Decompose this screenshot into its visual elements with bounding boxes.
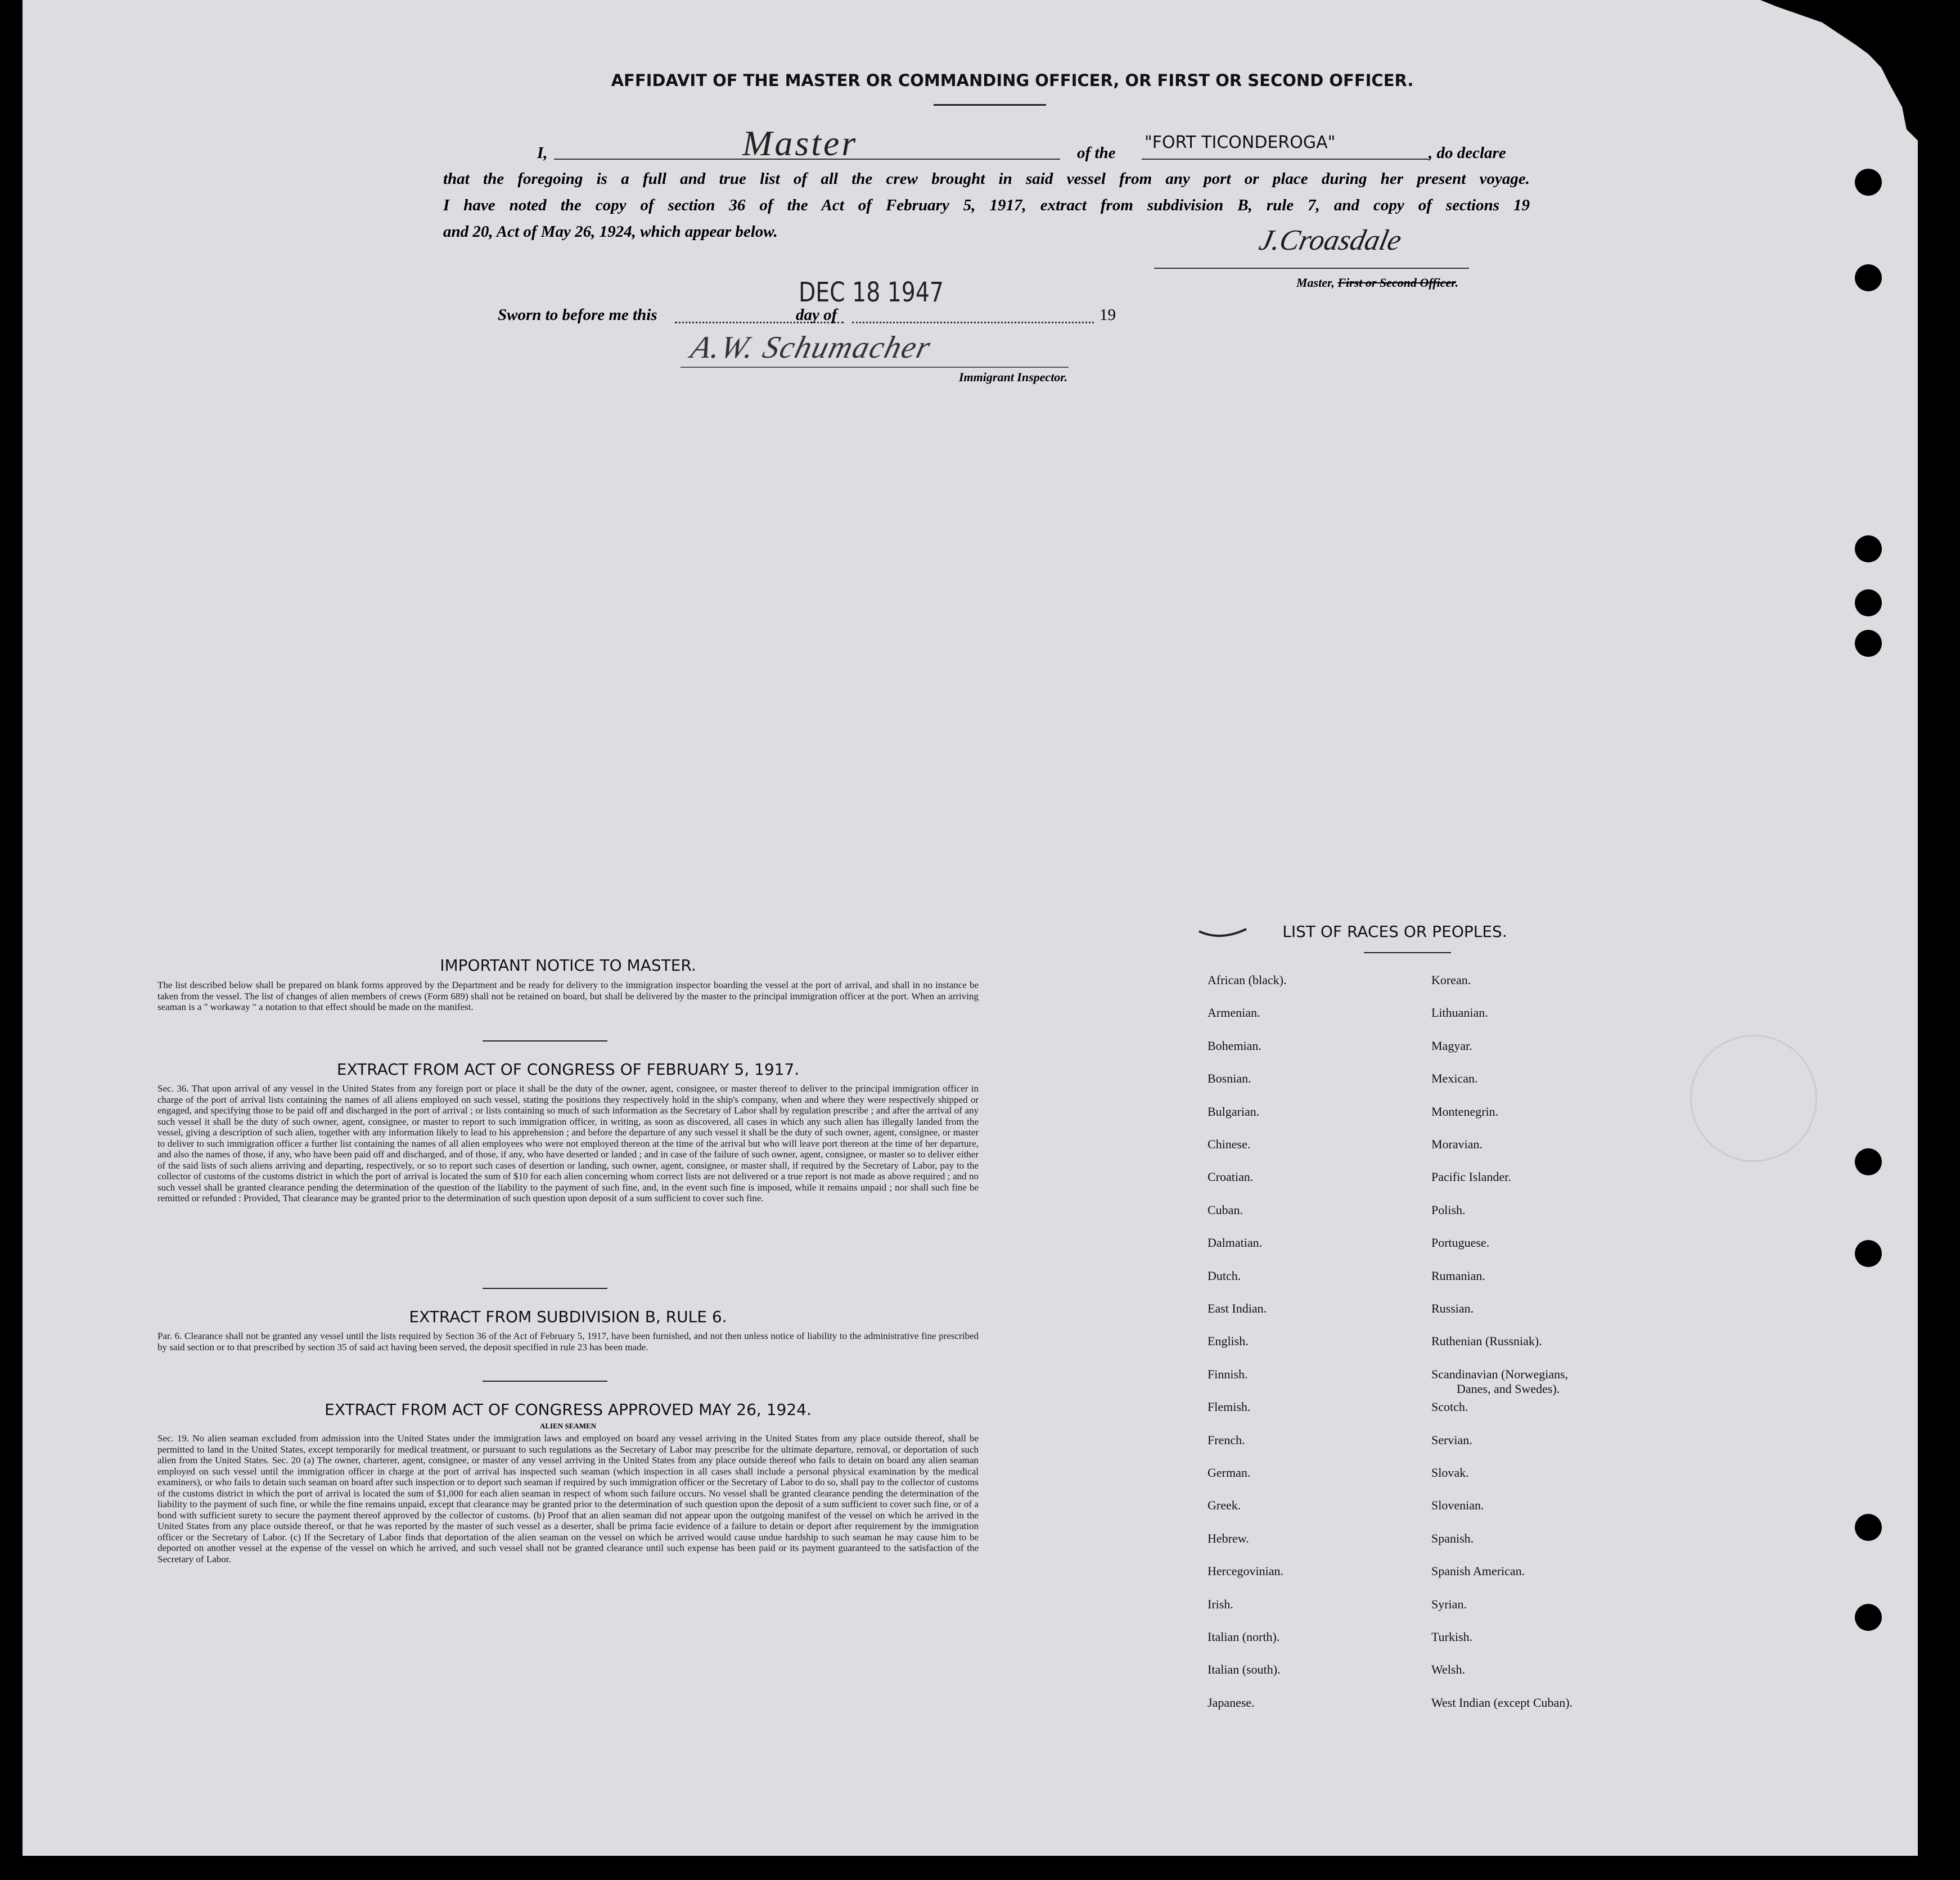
race-item: Lithuanian. [1431, 1006, 1488, 1020]
race-item: Russian. [1431, 1301, 1474, 1315]
race-item: Hebrew. [1207, 1531, 1249, 1545]
race-item: Scotch. [1431, 1400, 1468, 1414]
sworn-month-line [852, 322, 1094, 323]
divider [483, 1381, 607, 1382]
race-item: Irish. [1207, 1597, 1233, 1611]
races-underline [1364, 952, 1451, 953]
sworn-prefix: Sworn to before me this [498, 306, 657, 324]
punch-hole [1855, 630, 1882, 657]
race-item: African (black). [1207, 973, 1287, 987]
divider [483, 1288, 607, 1289]
race-item: Italian (south). [1207, 1662, 1281, 1677]
subdivision-title: EXTRACT FROM SUBDIVISION B, RULE 6. [409, 1308, 727, 1326]
inspector-line [681, 367, 1069, 368]
race-item: Welsh. [1431, 1662, 1465, 1677]
race-item: Bosnian. [1207, 1071, 1251, 1086]
affidavit-line-2: I have noted the copy of section 36 of the Act of February 5, 1917, extract from subdivision B, rule 7, and copy of sections 19 [443, 196, 1530, 214]
faint-stamp [1690, 1035, 1817, 1162]
race-item: Slovenian. [1431, 1498, 1484, 1513]
extract-1924-title: EXTRACT FROM ACT OF CONGRESS APPROVED MAY 26, 1924. [325, 1400, 812, 1419]
affidavit-title: AFFIDAVIT OF THE MASTER OR COMMANDING OFFICER, OR FIRST OR SECOND OFFICER. [611, 71, 1414, 90]
subdivision-text: Par. 6. Clearance shall not be granted any vessel until the lists required by Section 36 of the Act of February 5, 1917, have been furnished, and not then unless notice of liability to the administrative fine prescribed by said section or to that prescribed by section 35 of said act having been served, the deposit specified in rule 23 has been made. [157, 1331, 979, 1352]
race-item: Mexican. [1431, 1071, 1478, 1086]
race-item: Moravian. [1431, 1137, 1483, 1151]
document-page [22, 0, 1918, 1856]
notice-title: IMPORTANT NOTICE TO MASTER. [440, 956, 696, 975]
race-item: Ruthenian (Russniak). [1431, 1334, 1542, 1349]
affidavit-line-1: that the foregoing is a full and true list of all the crew brought in said vessel from any port or place during her present voyage. [443, 170, 1530, 188]
day-of-label: day of [796, 306, 837, 324]
of-the-label: of the [1077, 144, 1116, 162]
torn-corner [1738, 0, 1918, 146]
punch-hole [1855, 1148, 1882, 1175]
race-item: Dalmatian. [1207, 1236, 1263, 1250]
race-item: Polish. [1431, 1202, 1466, 1217]
race-item: Bohemian. [1207, 1038, 1261, 1053]
race-item: Japanese. [1207, 1695, 1255, 1710]
year-prefix: 19 [1100, 306, 1116, 324]
title-underline [934, 104, 1046, 106]
i-label: I, [537, 144, 548, 162]
punch-hole [1855, 264, 1882, 291]
race-item: Italian (north). [1207, 1630, 1280, 1644]
punch-hole [1855, 1604, 1882, 1631]
race-item: East Indian. [1207, 1301, 1267, 1315]
race-item: English. [1207, 1334, 1249, 1349]
extract-1924-text: Sec. 19. No alien seaman excluded from admission into the United States under the immigration laws and employed on board any vessel arriving in the United States from any place outside thereof, shall be permitted to land in the United States, except temporarily for medical treatment, or pursuant to such regulations as the Secretary of Labor may prescribe for the ultimate departure, removal, or deportation of such alien from the United States. Sec. 20 (a) The owner, charterer, agent, consignee, or master of any vessel arriving in the United States from any place outside thereof who fails to detain on board any alien seaman employed on such vessel until the immigration officer in charge at the port of arrival has inspected such seaman (which inspection in all cases shall include a personal physical examination by the medical examiners), or who fails to detain such seaman on board after such inspection or to deport such seaman if required by such immigration officer or the Secretary of Labor to do so, shall pay to the collector of customs of the customs district in which the port of arrival is located the sum of $1,000 for each alien seaman in respect of whom such failure occurs. No vessel shall be granted clearance pending the determination of the liability to the payment of such fine, or while the fine remains unpaid, except that clearance may be granted prior to the determination of such question upon the deposit of a sum sufficient to cover such fine, or of a bond with sufficient surety to secure the payment thereof approved by the collector of customs. (b) Proof that an alien seaman did not appear upon the outgoing manifest of the vessel on which he arrived in the United States from any place outside thereof, or that he was reported by the master of such vessel as a deserter, shall be prima facie evidence of a failure to detain or deport after requirement by the immigration officer or the Secretary of Labor. (c) If the Secretary of Labor finds that deportation of the alien seaman on the vessel on which he arrived would cause undue hardship to such seaman he may cause him to be deported on another vessel at the expense of the vessel on which he arrived, and such vessel shall not be granted clearance until such expense has been paid or its payment guaranteed to the satisfaction of the Secretary of Labor. [157, 1433, 979, 1565]
race-item: Spanish. [1431, 1531, 1474, 1545]
punch-hole [1855, 535, 1882, 562]
signatory-role: Master, [1296, 276, 1335, 290]
race-item: Armenian. [1207, 1006, 1260, 1020]
race-item: West Indian (except Cuban). [1431, 1695, 1573, 1710]
master-signature: J.Croasdale [1256, 224, 1404, 256]
signatory-struck: First or Second Officer [1337, 276, 1456, 290]
extract-1924-subtitle: ALIEN SEAMEN [539, 1422, 597, 1430]
signatory-end: . [1455, 276, 1459, 290]
signatory-caption [1296, 276, 1458, 290]
race-item: Spanish American. [1431, 1564, 1525, 1579]
race-item: Servian. [1431, 1432, 1472, 1447]
handwritten-name: Master [742, 123, 858, 163]
inspector-signature: A.W. Schumacher [687, 330, 935, 365]
divider [483, 1040, 607, 1042]
race-item: German. [1207, 1466, 1251, 1480]
races-title: LIST OF RACES OR PEOPLES. [1282, 922, 1507, 941]
race-item: Danes, and Swedes). [1457, 1381, 1560, 1396]
date-stamp: DEC 18 1947 [799, 277, 944, 308]
inspector-title: Immigrant Inspector. [959, 370, 1068, 384]
ship-name: "FORT TICONDEROGA" [1145, 133, 1336, 152]
paper-fold [22, 900, 1918, 901]
affidavit-line-3: and 20, Act of May 26, 1924, which appear below. [443, 223, 778, 241]
race-item: Bulgarian. [1207, 1104, 1260, 1119]
race-item: Greek. [1207, 1498, 1241, 1513]
punch-hole [1855, 1240, 1882, 1267]
race-item: French. [1207, 1432, 1245, 1447]
race-item: Portuguese. [1431, 1236, 1490, 1250]
race-item: Cuban. [1207, 1202, 1243, 1217]
ship-line [1142, 159, 1429, 160]
race-item: Slovak. [1431, 1466, 1469, 1480]
signature-line [1154, 268, 1469, 269]
notice-text: The list described below shall be prepared on blank forms approved by the Department and be ready for delivery to the immigration inspector boarding the vessel at the port of arrival, and shall in no instance be taken from the vessel. The list of changes of alien members of crews (Form 689) shall not be retained on board, but shall be delivered by the master to the principal immigration officer at the port. When an arriving seaman is a " workaway " a notation to that effect should be made on the manifest. [157, 980, 979, 1012]
do-declare: , do declare [1429, 144, 1506, 162]
race-item: Scandinavian (Norwegians, [1431, 1367, 1569, 1381]
punch-hole [1855, 589, 1882, 616]
race-item: Montenegrin. [1431, 1104, 1499, 1119]
race-item: Chinese. [1207, 1137, 1251, 1151]
extract-1917-text: Sec. 36. That upon arrival of any vessel in the United States from any foreign port or place it shall be the duty of the owner, agent, consignee, or master thereof to deliver to the principal immigration officer in charge of the port of arrival lists containing the names of all aliens employed on such vessel, stating the positions they respectively hold in the ship's company, when and where they were respectively shipped or engaged, and specifying those to be paid off and discharged in the port of arrival ; or lists containing so much of such information as the Secretary of Labor shall by regulation prescribe ; and after the arrival of any such vessel it shall be the duty of such owner, agent, consignee, or master to report to such immigration officer, in writing, as soon as discovered, all cases in which any such alien has illegally landed from the vessel, giving a description of such alien, together with any information likely to lead to his apprehension ; and before the departure of any such vessel it shall be the duty of such owner, agent, consignee, or master to deliver to such immigration officer a further list containing the names of all alien employees who were not employed thereon at the time of the arrival but who will leave port thereon at the time of her departure, and also the names of those, if any, who have been paid off and discharged, and of those, if any, who have deserted or landed ; and in case of the failure of such owner, agent, consignee, or master so to deliver either of the said lists of such aliens arriving and departing, respectively, or so to report such cases of desertion or landing, such owner, agent, consignee, or master shall, if required by the Secretary of Labor, pay to the collector of customs of the customs district in which the port of arrival is located the sum of $10 for each alien concerning whom correct lists are not delivered or a true report is not made as above required ; and no such vessel shall be granted clearance pending the determination of the question of the liability to the payment of such fine, and, in the event such fine is imposed, while it remains unpaid ; nor shall such fine be remitted or refunded : Provided, That clearance may be granted prior to the determination of such question upon deposit of a sum sufficient to cover such fine. [157, 1083, 979, 1203]
race-item: Magyar. [1431, 1038, 1472, 1053]
race-item: Croatian. [1207, 1170, 1254, 1184]
race-item: Flemish. [1207, 1400, 1251, 1414]
race-item: Pacific Islander. [1431, 1170, 1511, 1184]
race-item: Hercegovinian. [1207, 1564, 1283, 1579]
race-item: Rumanian. [1431, 1268, 1485, 1283]
race-item: Dutch. [1207, 1268, 1241, 1283]
punch-hole [1855, 169, 1882, 196]
race-item: Korean. [1431, 973, 1471, 987]
race-item: Turkish. [1431, 1630, 1473, 1644]
extract-1917-title: EXTRACT FROM ACT OF CONGRESS OF FEBRUARY 5, 1917. [336, 1060, 800, 1079]
race-item: Finnish. [1207, 1367, 1248, 1381]
race-item: Syrian. [1431, 1597, 1467, 1611]
punch-hole [1855, 1514, 1882, 1541]
